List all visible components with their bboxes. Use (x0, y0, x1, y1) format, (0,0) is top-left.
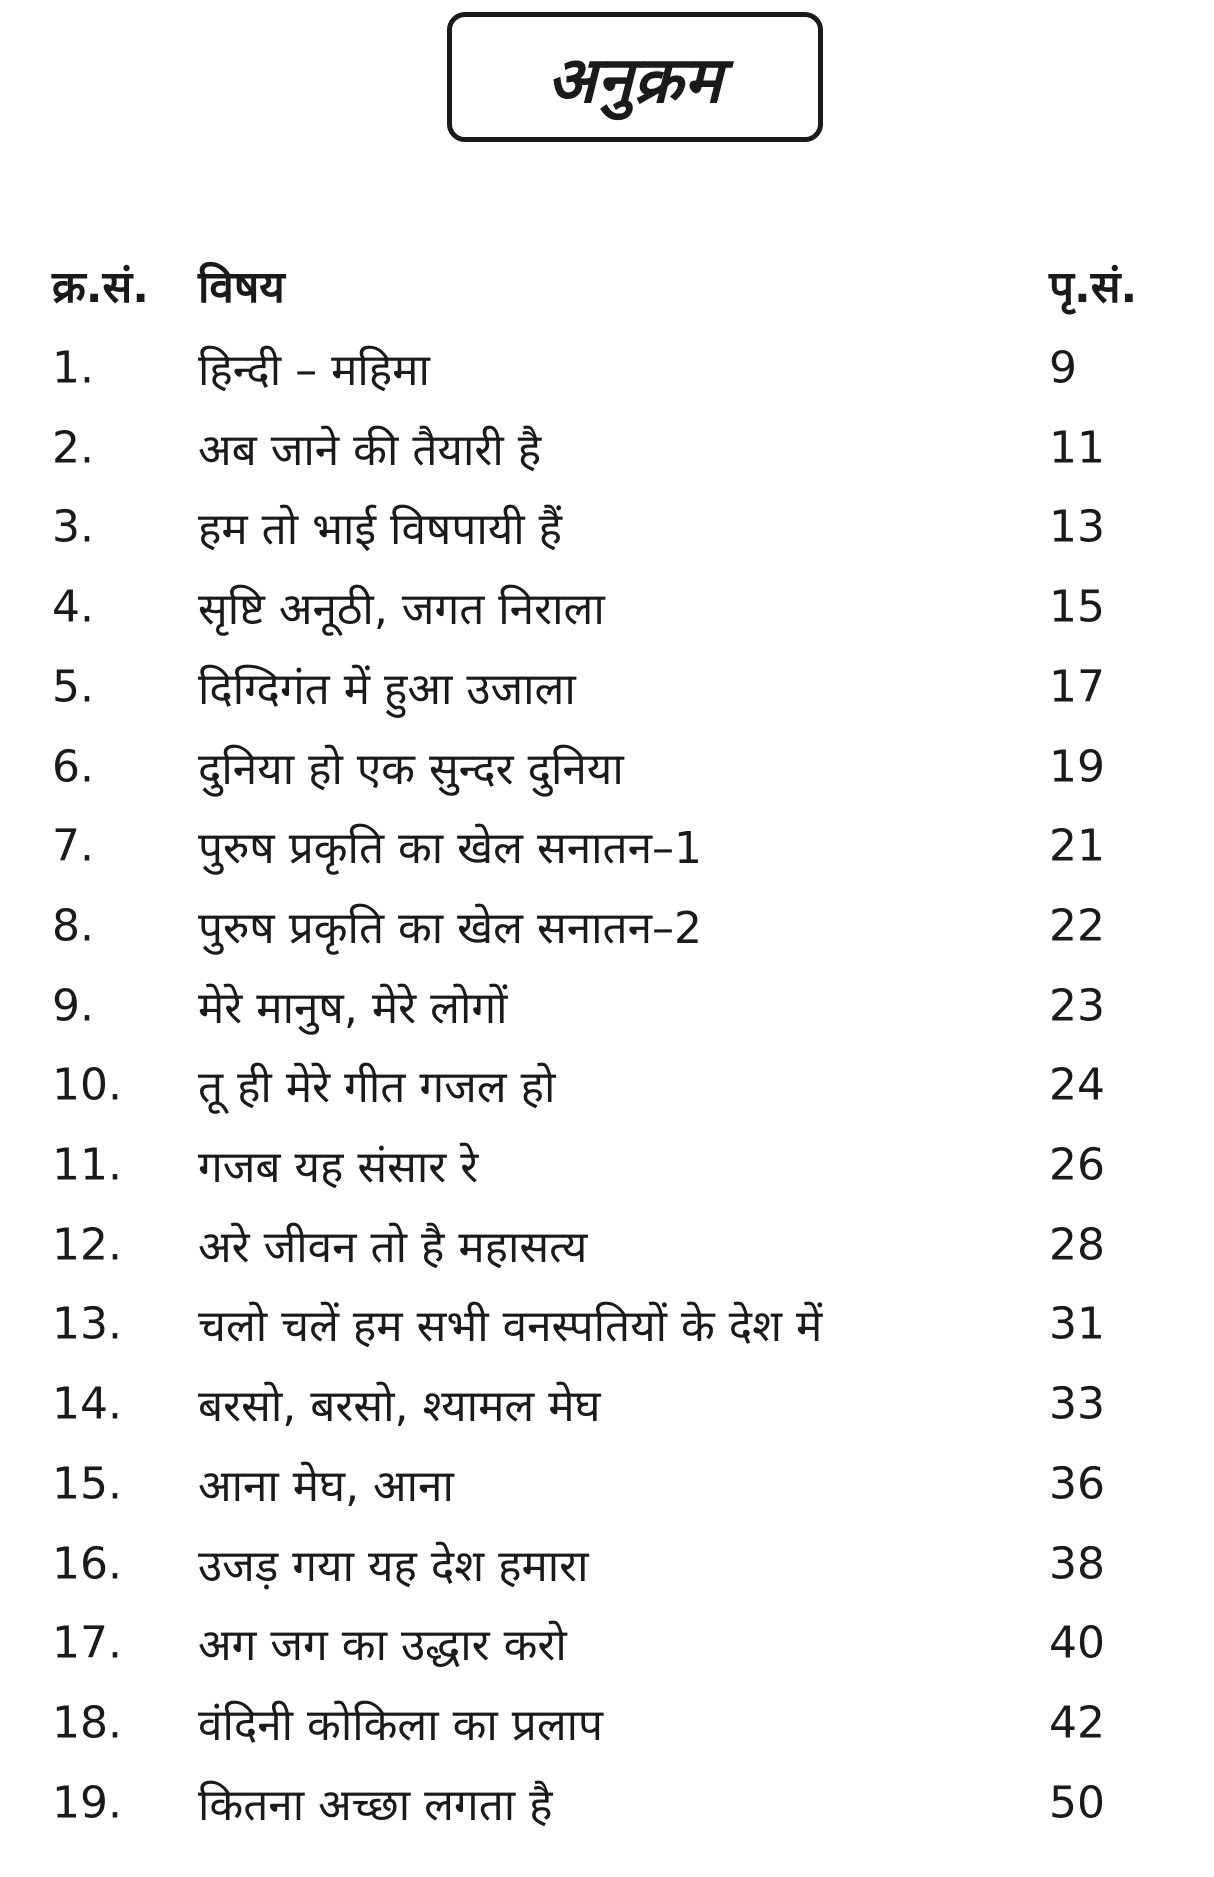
list-item (0, 1763, 1214, 1843)
entry-title: हम तो भाई विषपायी हैं (198, 504, 562, 556)
entry-title: दिग्दिगंत में हुआ उजाला (198, 663, 576, 715)
entry-number: 11. (52, 1139, 122, 1191)
entry-page: 28 (1049, 1219, 1105, 1271)
list-item (0, 647, 1214, 727)
entry-page: 26 (1049, 1139, 1105, 1191)
entry-page: 15 (1049, 581, 1105, 633)
list-item (0, 1125, 1214, 1205)
entry-number: 5. (52, 661, 94, 713)
entry-page: 42 (1049, 1697, 1105, 1749)
entry-page: 9 (1049, 342, 1077, 394)
entry-title: अब जाने की तैयारी है (198, 424, 542, 476)
entry-title: उजड़ गया यह देश हमारा (198, 1540, 589, 1592)
entry-page: 22 (1049, 900, 1105, 952)
list-item (0, 727, 1214, 807)
entry-page: 24 (1049, 1059, 1105, 1111)
list-item (0, 1205, 1214, 1285)
list-item (0, 408, 1214, 488)
entry-title: चलो चलें हम सभी वनस्पतियों के देश में (198, 1301, 823, 1353)
entry-page: 50 (1049, 1777, 1105, 1829)
table-header (0, 245, 1214, 325)
list-item (0, 1045, 1214, 1125)
header-subject: विषय (198, 262, 285, 313)
entry-title: मेरे मानुष, मेरे लोगों (198, 982, 508, 1034)
list-item (0, 1683, 1214, 1763)
entry-number: 6. (52, 741, 94, 792)
entry-title: पुरुष प्रकृति का खेल सनातन–2 (198, 902, 703, 954)
entry-page: 13 (1049, 501, 1105, 553)
title-box (447, 12, 823, 142)
entry-title: तू ही मेरे गीत गजल हो (198, 1062, 556, 1114)
entry-number: 18. (52, 1697, 122, 1749)
list-item (0, 1364, 1214, 1444)
list-item (0, 1603, 1214, 1683)
entry-number: 9. (52, 980, 94, 1032)
list-item (0, 1284, 1214, 1364)
entry-title: अरे जीवन तो है महासत्य (198, 1221, 588, 1273)
entry-number: 2. (52, 422, 94, 474)
list-item (0, 1524, 1214, 1604)
entry-page: 11 (1049, 422, 1105, 474)
entry-number: 15. (52, 1458, 122, 1510)
entry-title: आना मेघ, आना (198, 1460, 454, 1512)
entry-title: सृष्टि अनूठी, जगत निराला (198, 584, 605, 636)
entry-page: 17 (1049, 661, 1105, 713)
entry-title: पुरुष प्रकृति का खेल सनातन–1 (198, 823, 703, 875)
header-page: पृ.सं. (1049, 262, 1138, 313)
list-item (0, 487, 1214, 567)
entry-number: 19. (52, 1777, 122, 1829)
entry-page: 33 (1049, 1378, 1105, 1430)
entry-number: 1. (52, 342, 94, 394)
entry-title: अग जग का उद्धार करो (198, 1620, 567, 1672)
entry-title: गजब यह संसार रे (198, 1142, 479, 1193)
list-item (0, 1444, 1214, 1524)
entry-number: 12. (52, 1219, 122, 1271)
entry-number: 3. (52, 501, 94, 553)
entry-title: कितना अच्छा लगता है (198, 1779, 553, 1831)
header-serial: क्र.सं. (52, 262, 149, 313)
page-title: अनुक्रम (547, 43, 723, 118)
entry-title: हिन्दी – महिमा (198, 345, 430, 396)
entry-number: 10. (52, 1059, 122, 1111)
entry-number: 17. (52, 1617, 122, 1669)
list-item (0, 328, 1214, 408)
entry-number: 8. (52, 900, 94, 952)
entry-number: 13. (52, 1298, 122, 1350)
list-item (0, 886, 1214, 966)
entry-title: वंदिनी कोकिला का प्रलाप (198, 1699, 604, 1751)
entry-number: 4. (52, 581, 94, 633)
entry-page: 40 (1049, 1617, 1105, 1669)
entry-page: 31 (1049, 1298, 1105, 1350)
list-item (0, 806, 1214, 886)
entry-number: 16. (52, 1538, 122, 1589)
list-item (0, 567, 1214, 647)
entry-page: 38 (1049, 1538, 1105, 1589)
list-item (0, 966, 1214, 1046)
entry-page: 21 (1049, 820, 1105, 872)
entry-title: दुनिया हो एक सुन्दर दुनिया (198, 743, 624, 795)
entry-page: 36 (1049, 1458, 1105, 1510)
entry-title: बरसो, बरसो, श्यामल मेघ (198, 1381, 601, 1433)
entry-number: 14. (52, 1378, 122, 1430)
entry-page: 23 (1049, 980, 1105, 1032)
entry-number: 7. (52, 820, 94, 872)
entry-page: 19 (1049, 741, 1105, 792)
